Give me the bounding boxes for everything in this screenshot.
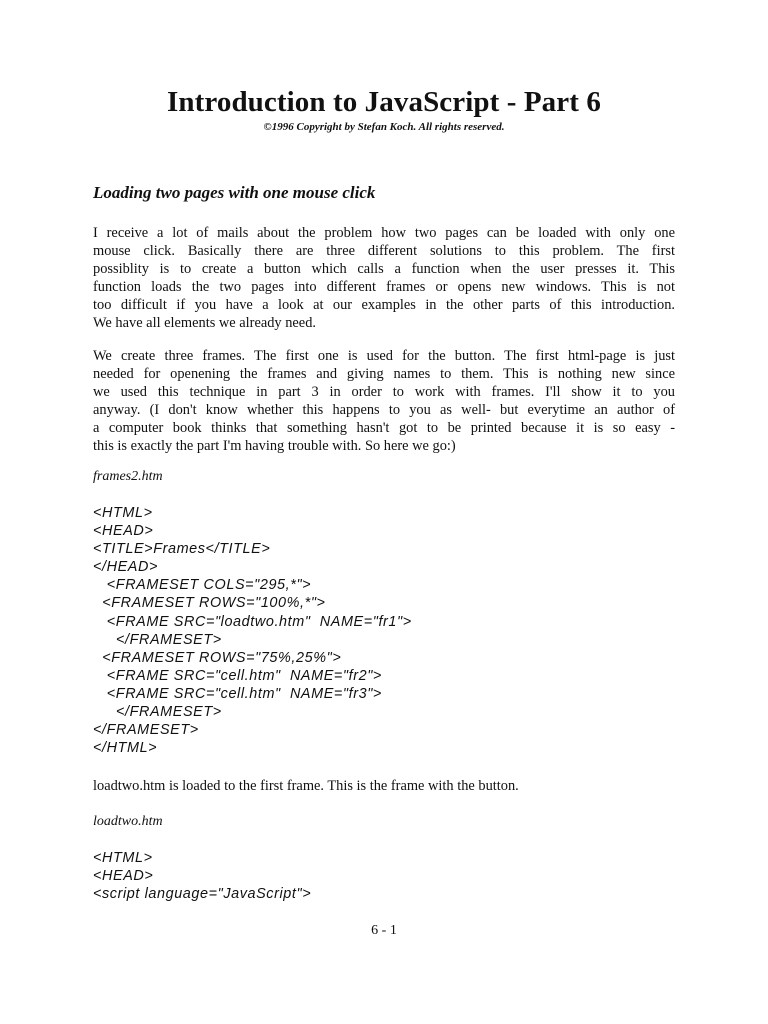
paragraph-intro [93,224,675,332]
code-line: <HTML> [93,850,153,866]
paragraph-line: We create three frames. The first one is used for the button. The first html-page is just [93,348,675,364]
code-line: <FRAMESET COLS="295,*"> [93,577,312,594]
code-line: </HTML> [93,740,158,757]
code-line: <FRAME SRC="loadtwo.htm" NAME="fr1"> [93,613,412,630]
explanation-note: loadtwo.htm is loaded to the first frame. This is the frame with the button. [93,778,519,794]
page-title: Introduction to JavaScript - Part 6 [167,86,601,118]
code-line: <FRAMESET ROWS="100%,*"> [93,595,326,612]
paragraph-line: this is exactly the part I'm having trouble with. So here we go:) [93,438,456,454]
paragraph-line: We have all elements we already need. [93,315,316,331]
paragraph-line: mouse click. Basically there are three different solutions to this problem. The first [93,243,675,259]
copyright-line: ©1996 Copyright by Stefan Koch. All rights reserved. [263,121,505,133]
code-line: <HEAD> [93,523,154,540]
code-line: <TITLE>Frames</TITLE> [93,541,271,558]
code-line: <HEAD> [93,868,154,885]
code-line: </FRAMESET> [93,631,222,648]
code-line: </FRAMESET> [93,722,199,739]
code-line: <FRAME SRC="cell.htm" NAME="fr2"> [93,667,382,684]
code-block-loadtwo [93,849,311,903]
paragraph-line: needed for openening the frames and giving names to them. This is nothing new since [93,366,675,382]
paragraph-line: I receive a lot of mails about the problem how two pages can be loaded with only one [93,225,675,241]
file-label-frames2: frames2.htm [93,469,163,484]
code-block-frames2 [93,504,412,757]
file-label-loadtwo: loadtwo.htm [93,814,163,829]
paragraph-line: anyway. (I don't know whether this happens to you as well- but everytime an author of [93,402,675,418]
paragraph-line: function loads the two pages into different frames or opens new windows. This is not [93,279,675,295]
page-number: 6 - 1 [371,923,397,938]
code-line: <FRAME SRC="cell.htm" NAME="fr3"> [93,685,382,702]
code-line: <FRAMESET ROWS="75%,25%"> [93,649,342,666]
paragraph-line: a computer book thinks that something hasn't got to be printed because it is so easy - [93,420,675,436]
section-heading: Loading two pages with one mouse click [93,183,376,202]
code-line: </FRAMESET> [93,704,222,721]
paragraph-line: too difficult if you have a look at our examples in the other parts of this introduction. [93,297,675,313]
code-line: </HEAD> [93,559,158,576]
code-line: <HTML> [93,505,153,521]
paragraph-line: we used this technique in part 3 in order to work with frames. I'll show it to you [93,384,675,400]
paragraph-frames [93,347,675,455]
code-line: <script language="JavaScript"> [93,886,312,903]
paragraph-line: possiblity is to create a button which calls a function when the user presses it. This [93,261,675,277]
